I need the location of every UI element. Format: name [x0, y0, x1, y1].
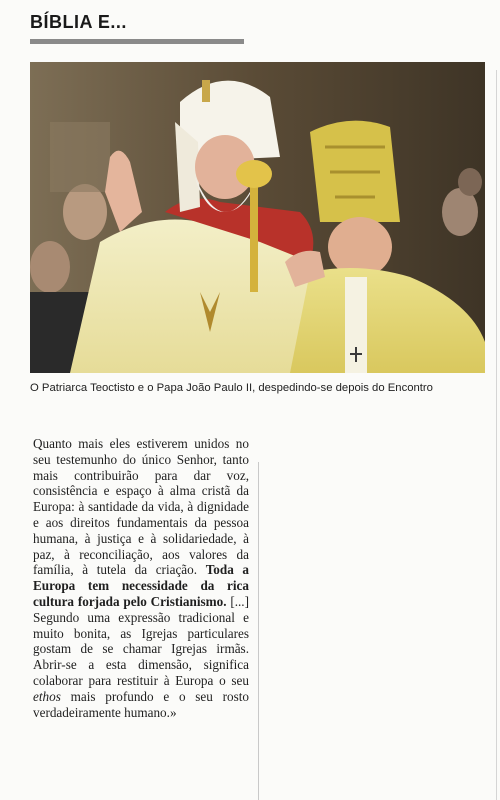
- article-sentence-3: mais profundo e o seu rosto verdadeiramente humano.»: [33, 688, 249, 720]
- article-ethos-word: ethos: [33, 688, 61, 704]
- column-divider: [258, 462, 259, 800]
- article-bold-sentence: Toda a Europa tem necessidade da rica cultura forjada pelo Cristianismo.: [33, 562, 250, 609]
- title-underline: [30, 39, 244, 44]
- article-paragraph: [33, 436, 249, 720]
- section-title: BÍBLIA E...: [30, 12, 127, 32]
- photo-caption: O Patriarca Teoctisto e o Papa João Paulo II, despedindo-se depois do Encontro: [30, 382, 433, 394]
- article-sentence-1: Quanto mais eles estiverem unidos no seu testemunho do único Senhor, tanto mais contribuirão para dar voz, consistência e espaço à alma cristã da Europa: à santidade da vida, à dignidade e aos direitos fundamentais da pessoa humana, à justiça e à solidariedade, à paz, à reconciliação, aos valores da família, à tutela da criação.: [33, 436, 249, 578]
- photo-patriarch-and-pope: [30, 62, 485, 373]
- page-edge-line: [496, 70, 497, 800]
- article-sentence-2: [...] Segundo uma expressão tradicional e muito bonita, as Igrejas particulares gostam de se chamar Igrejas irmãs. Abrir-se a esta dimensão, significa colaborar para restituir à Europa o seu: [33, 593, 249, 688]
- article-text: [33, 436, 249, 720]
